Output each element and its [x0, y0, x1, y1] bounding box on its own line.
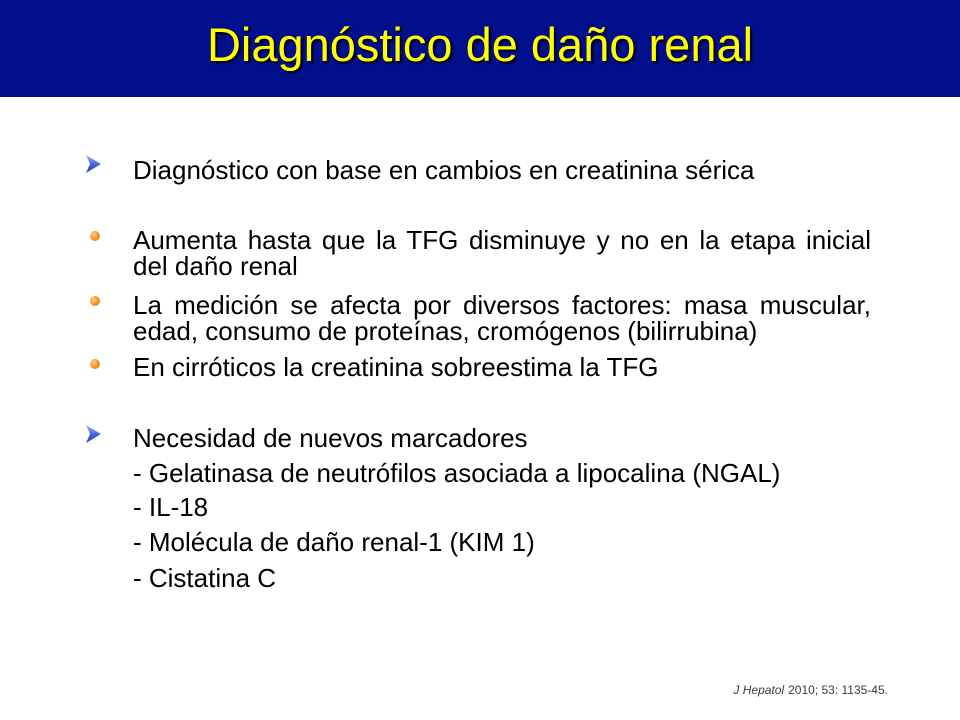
marker-list-item: - IL-18	[133, 492, 209, 522]
dot-bullet-icon	[90, 359, 100, 369]
bullet-text: Aumenta hasta que la TFG disminuye y no en la etapa inicial del daño renal	[133, 225, 871, 281]
arrow-bullet-icon	[86, 425, 101, 443]
arrow-bullet-icon	[86, 155, 101, 173]
bullet-text: Diagnóstico con base en cambios en creatinina sérica	[133, 155, 755, 185]
slide-header	[0, 0, 960, 97]
marker-list-item: - Cistatina C	[133, 563, 277, 593]
dot-bullet-icon	[90, 231, 100, 241]
citation-details: 2010; 53: 1135-45.	[788, 683, 888, 697]
bullet-text: La medición se afecta por diversos factores: masa muscular, edad, consumo de proteínas, cromógenos (bilirrubina)	[133, 290, 871, 346]
citation-journal: J Hepatol	[733, 683, 785, 697]
bullet-text: Necesidad de nuevos marcadores	[133, 423, 528, 453]
marker-list-item: - Molécula de daño renal-1 (KIM 1)	[133, 527, 535, 557]
slide-title: Diagnóstico de daño renal	[206, 18, 754, 71]
citation	[733, 683, 888, 697]
dot-bullet-icon	[90, 296, 100, 306]
marker-list-item: - Gelatinasa de neutrófilos asociada a lipocalina (NGAL)	[133, 458, 781, 488]
bullet-text: En cirróticos la creatinina sobreestima la TFG	[133, 352, 659, 382]
